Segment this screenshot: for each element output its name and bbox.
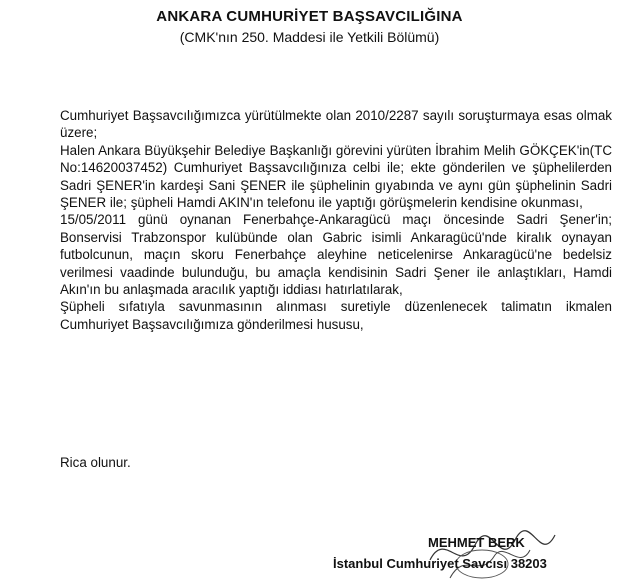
document-body (60, 107, 612, 333)
paragraph-2: Halen Ankara Büyükşehir Belediye Başkanlığı görevini yürüten İbrahim Melih GÖKÇEK'in(TC No:14620037452) Cumhuriyet Başsavcılığınıza celbi ile; ekte gönderilen ve şüphelilerden Sadri ŞENER'in kardeşi Sani ŞENER ile şüphelinin gıyabında ve aynı gün şüphelinin Sadri ŞENER ile; şüpheli Hamdi AKIN'ın telefonu ile yaptığı görüşmelerin kendisine okunması, (60, 142, 612, 211)
paragraph-3: 15/05/2011 günü oynanan Fenerbahçe-Ankaragücü maçı öncesinde Sadri Şener'in; Bonservisi Trabzonspor kulübünde olan Gabric isimli Ankaragücü'nde kiralık oynayan futbolcunun, maçın skoru Fenerbahçe aleyhine neticelenirse Ankaragücü'ne bedelsiz verilmesi vaadinde bulunduğu, bu amaçla kendisinin Sadri Şener ile anlaştıkları, Hamdi Akın'ın bu anlaşmada aracılık yaptığı iddiası hatırlatılarak, (60, 212, 612, 298)
handwritten-signature (420, 520, 560, 582)
signatory-title: İstanbul Cumhuriyet Savcısı 38203 (333, 556, 547, 571)
document-title: ANKARA CUMHURİYET BAŞSAVCILIĞINA (156, 8, 463, 25)
signatory-name: MEHMET BERK (428, 535, 525, 550)
closing-line: Rica olunur. (60, 455, 131, 470)
document-subtitle: (CMK'nın 250. Maddesi ile Yetkili Bölümü) (179, 29, 440, 45)
paragraph-4: Şüpheli sıfatıyla savunmasının alınması suretiyle düzenlenecek talimatın ikmalen Cumhuriyet Başsavcılığımıza gönderilmesi hususu, (60, 299, 612, 332)
paragraph-1: Cumhuriyet Başsavcılığımızca yürütülmekte olan 2010/2287 sayılı soruşturmaya esas olmak üzere; (60, 108, 612, 141)
